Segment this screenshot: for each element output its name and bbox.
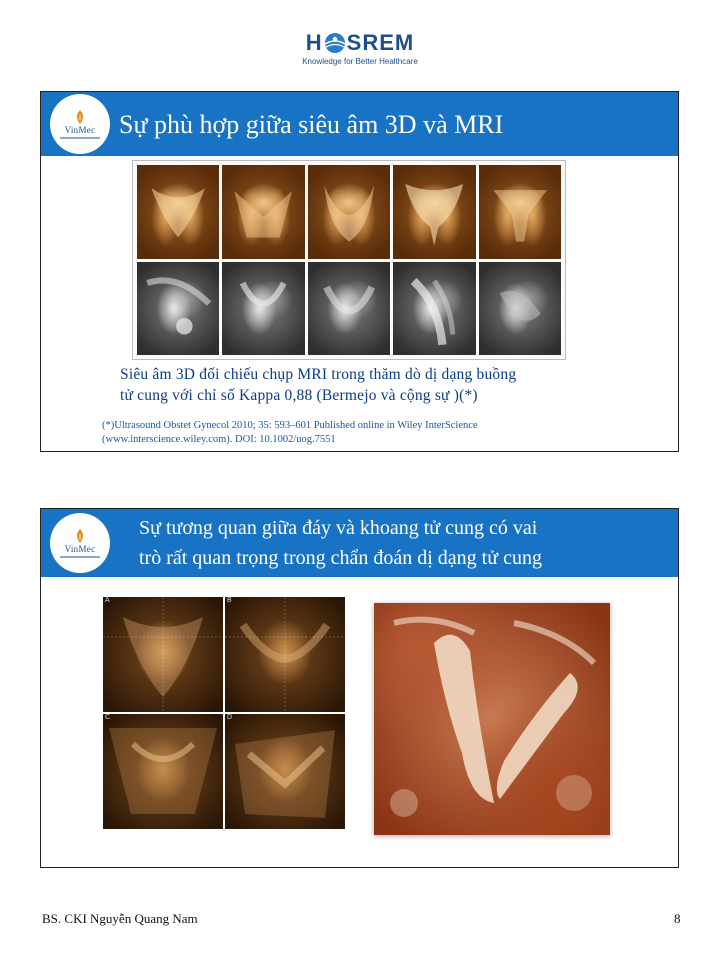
reference-citation <box>102 419 642 447</box>
mri-image <box>222 262 304 356</box>
reference-line-2: (www.interscience.wiley.com). DOI: 10.1002/uog.7551 <box>102 434 336 445</box>
flame-icon <box>74 110 86 124</box>
slide-1-title: Sự phù hợp giữa siêu âm 3D và MRI <box>119 110 504 139</box>
ultrasound-panel-d <box>225 714 345 829</box>
panel-label: A <box>105 597 110 604</box>
caption-line-2: tử cung với chỉ số Kappa 0,88 (Bermejo và cộng sự )(*) <box>120 387 478 404</box>
caption-line-1: Siêu âm 3D đối chiếu chụp MRI trong thăm dò dị dạng buồng <box>120 366 517 383</box>
ultrasound-3d-image <box>137 165 219 259</box>
slide-2-header <box>41 509 678 577</box>
ultrasound-3d-image <box>308 165 390 259</box>
slide-1-header <box>41 92 678 156</box>
mri-image <box>393 262 475 356</box>
page-number: 8 <box>674 911 681 926</box>
ultrasound-mri-image-grid <box>132 160 566 360</box>
slide-2-title-line-1: Sự tương quan giữa đáy và khoang tử cung có vai <box>139 517 538 539</box>
mri-image <box>137 262 219 356</box>
mri-image <box>308 262 390 356</box>
mri-image <box>479 262 561 356</box>
brand-name-right: SREM <box>346 30 415 55</box>
brand-tagline: Knowledge for Better Healthcare <box>302 57 418 66</box>
panel-label: C <box>105 714 111 721</box>
footer-author: BS. CKI Nguyễn Quang Nam <box>42 911 198 926</box>
slide-2-title-line-2: trò rất quan trọng trong chẩn đoán dị dạng tử cung <box>139 547 542 569</box>
slide-2-title <box>139 513 659 573</box>
panel-label: B <box>227 597 232 604</box>
ultrasound-3d-image <box>479 165 561 259</box>
ultrasound-panel-b <box>225 597 345 712</box>
hosrem-logo <box>0 30 720 66</box>
hosrem-wordmark <box>306 30 414 56</box>
vinmec-logo-underline <box>60 137 100 139</box>
vinmec-logo-text: VinMec <box>64 124 96 135</box>
vinmec-logo <box>50 513 110 573</box>
uterus-3d-render-image <box>374 603 610 835</box>
ultrasound-panel-a <box>103 597 223 712</box>
globe-icon <box>324 32 346 54</box>
ultrasound-3d-image <box>222 165 304 259</box>
panel-label: D <box>227 714 233 721</box>
vinmec-logo-text: VinMec <box>64 543 96 554</box>
flame-icon <box>74 529 86 543</box>
ultrasound-four-panel-image <box>103 597 345 829</box>
image-caption <box>120 364 640 406</box>
vinmec-logo <box>50 94 110 154</box>
vinmec-logo-underline <box>60 556 100 558</box>
brand-name-left: H <box>305 30 323 55</box>
ultrasound-3d-image <box>393 165 475 259</box>
reference-line-1: (*)Ultrasound Obstet Gynecol 2010; 35: 593–601 Published online in Wiley InterScience <box>102 420 478 431</box>
slide-1 <box>40 91 679 452</box>
ultrasound-panel-c <box>103 714 223 829</box>
slide-2 <box>40 508 679 868</box>
